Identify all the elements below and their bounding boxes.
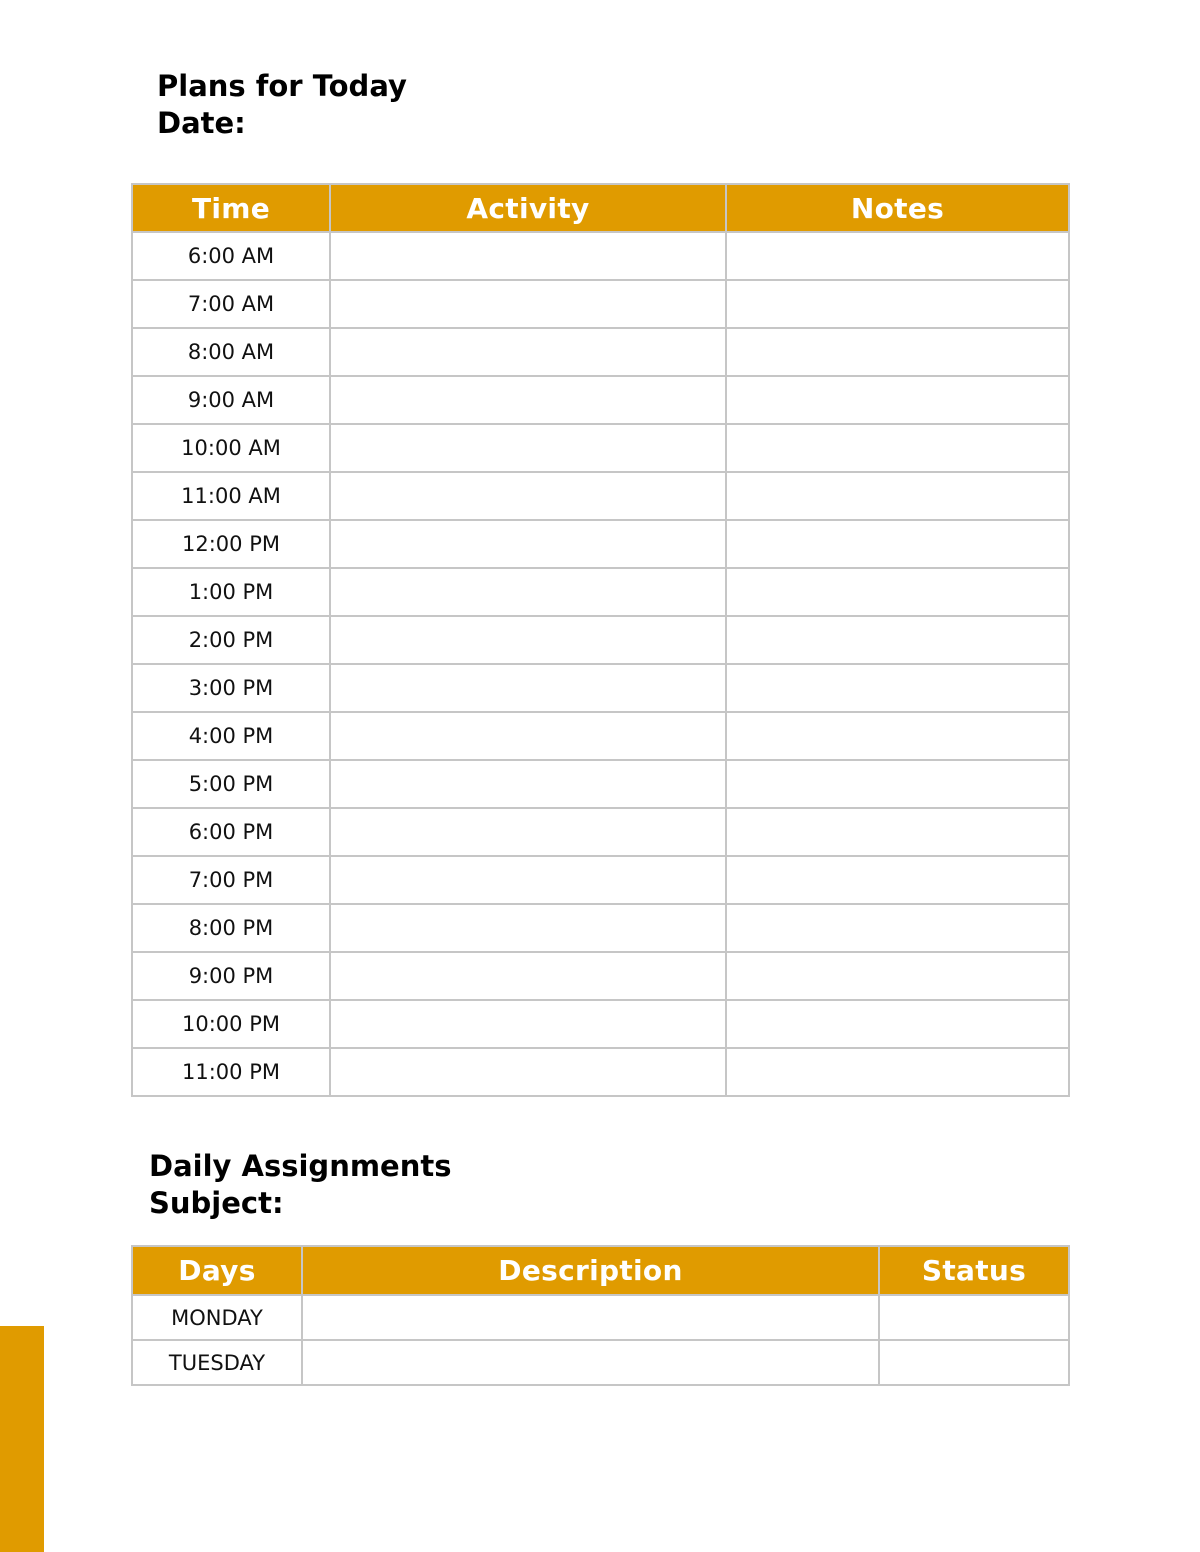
schedule-row <box>132 424 1069 472</box>
schedule-row <box>132 952 1069 1000</box>
activity-cell[interactable] <box>330 328 726 376</box>
notes-cell[interactable] <box>726 472 1069 520</box>
header-time: Time <box>132 184 330 232</box>
schedule-row <box>132 616 1069 664</box>
header-notes: Notes <box>726 184 1069 232</box>
plans-title: Plans for Today <box>157 69 407 103</box>
schedule-row <box>132 664 1069 712</box>
time-cell: 2:00 PM <box>132 616 330 664</box>
header-days: Days <box>132 1246 302 1295</box>
activity-cell[interactable] <box>330 856 726 904</box>
description-cell[interactable] <box>302 1295 879 1340</box>
activity-cell[interactable] <box>330 280 726 328</box>
notes-cell[interactable] <box>726 760 1069 808</box>
notes-cell[interactable] <box>726 328 1069 376</box>
schedule-row <box>132 472 1069 520</box>
assignment-row <box>132 1295 1069 1340</box>
status-cell[interactable] <box>879 1340 1069 1385</box>
time-cell: 5:00 PM <box>132 760 330 808</box>
assignments-table <box>131 1245 1070 1386</box>
activity-cell[interactable] <box>330 520 726 568</box>
header-description: Description <box>302 1246 879 1295</box>
time-cell: 10:00 PM <box>132 1000 330 1048</box>
notes-cell[interactable] <box>726 1000 1069 1048</box>
time-cell: 6:00 PM <box>132 808 330 856</box>
notes-cell[interactable] <box>726 376 1069 424</box>
time-cell: 9:00 AM <box>132 376 330 424</box>
time-cell: 9:00 PM <box>132 952 330 1000</box>
plans-heading <box>157 68 407 142</box>
schedule-row <box>132 568 1069 616</box>
notes-cell[interactable] <box>726 952 1069 1000</box>
notes-cell[interactable] <box>726 280 1069 328</box>
activity-cell[interactable] <box>330 1000 726 1048</box>
activity-cell[interactable] <box>330 712 726 760</box>
schedule-row <box>132 904 1069 952</box>
assignments-heading <box>149 1148 452 1222</box>
time-cell: 11:00 AM <box>132 472 330 520</box>
time-cell: 4:00 PM <box>132 712 330 760</box>
activity-cell[interactable] <box>330 232 726 280</box>
schedule-row <box>132 712 1069 760</box>
activity-cell[interactable] <box>330 472 726 520</box>
time-cell: 1:00 PM <box>132 568 330 616</box>
subject-label: Subject: <box>149 1186 284 1220</box>
accent-bar <box>0 1326 44 1552</box>
activity-cell[interactable] <box>330 808 726 856</box>
schedule-row <box>132 856 1069 904</box>
time-cell: 7:00 PM <box>132 856 330 904</box>
time-cell: 8:00 PM <box>132 904 330 952</box>
time-cell: 6:00 AM <box>132 232 330 280</box>
notes-cell[interactable] <box>726 616 1069 664</box>
time-cell: 11:00 PM <box>132 1048 330 1096</box>
schedule-header-row <box>132 184 1069 232</box>
activity-cell[interactable] <box>330 952 726 1000</box>
activity-cell[interactable] <box>330 664 726 712</box>
description-cell[interactable] <box>302 1340 879 1385</box>
schedule-row <box>132 328 1069 376</box>
activity-cell[interactable] <box>330 616 726 664</box>
activity-cell[interactable] <box>330 760 726 808</box>
day-cell: TUESDAY <box>132 1340 302 1385</box>
activity-cell[interactable] <box>330 1048 726 1096</box>
activity-cell[interactable] <box>330 904 726 952</box>
schedule-row <box>132 376 1069 424</box>
notes-cell[interactable] <box>726 1048 1069 1096</box>
notes-cell[interactable] <box>726 424 1069 472</box>
day-cell: MONDAY <box>132 1295 302 1340</box>
time-cell: 12:00 PM <box>132 520 330 568</box>
activity-cell[interactable] <box>330 376 726 424</box>
schedule-row <box>132 1048 1069 1096</box>
notes-cell[interactable] <box>726 712 1069 760</box>
time-cell: 7:00 AM <box>132 280 330 328</box>
header-status: Status <box>879 1246 1069 1295</box>
assignment-row <box>132 1340 1069 1385</box>
notes-cell[interactable] <box>726 856 1069 904</box>
time-cell: 3:00 PM <box>132 664 330 712</box>
schedule-table <box>131 183 1070 1097</box>
notes-cell[interactable] <box>726 808 1069 856</box>
assignments-title: Daily Assignments <box>149 1149 452 1183</box>
schedule-row <box>132 280 1069 328</box>
date-label: Date: <box>157 106 246 140</box>
schedule-row <box>132 760 1069 808</box>
notes-cell[interactable] <box>726 664 1069 712</box>
time-cell: 8:00 AM <box>132 328 330 376</box>
activity-cell[interactable] <box>330 568 726 616</box>
notes-cell[interactable] <box>726 520 1069 568</box>
assignments-header-row <box>132 1246 1069 1295</box>
notes-cell[interactable] <box>726 568 1069 616</box>
notes-cell[interactable] <box>726 232 1069 280</box>
status-cell[interactable] <box>879 1295 1069 1340</box>
schedule-row <box>132 1000 1069 1048</box>
header-activity: Activity <box>330 184 726 232</box>
notes-cell[interactable] <box>726 904 1069 952</box>
time-cell: 10:00 AM <box>132 424 330 472</box>
schedule-row <box>132 232 1069 280</box>
schedule-row <box>132 808 1069 856</box>
activity-cell[interactable] <box>330 424 726 472</box>
schedule-row <box>132 520 1069 568</box>
